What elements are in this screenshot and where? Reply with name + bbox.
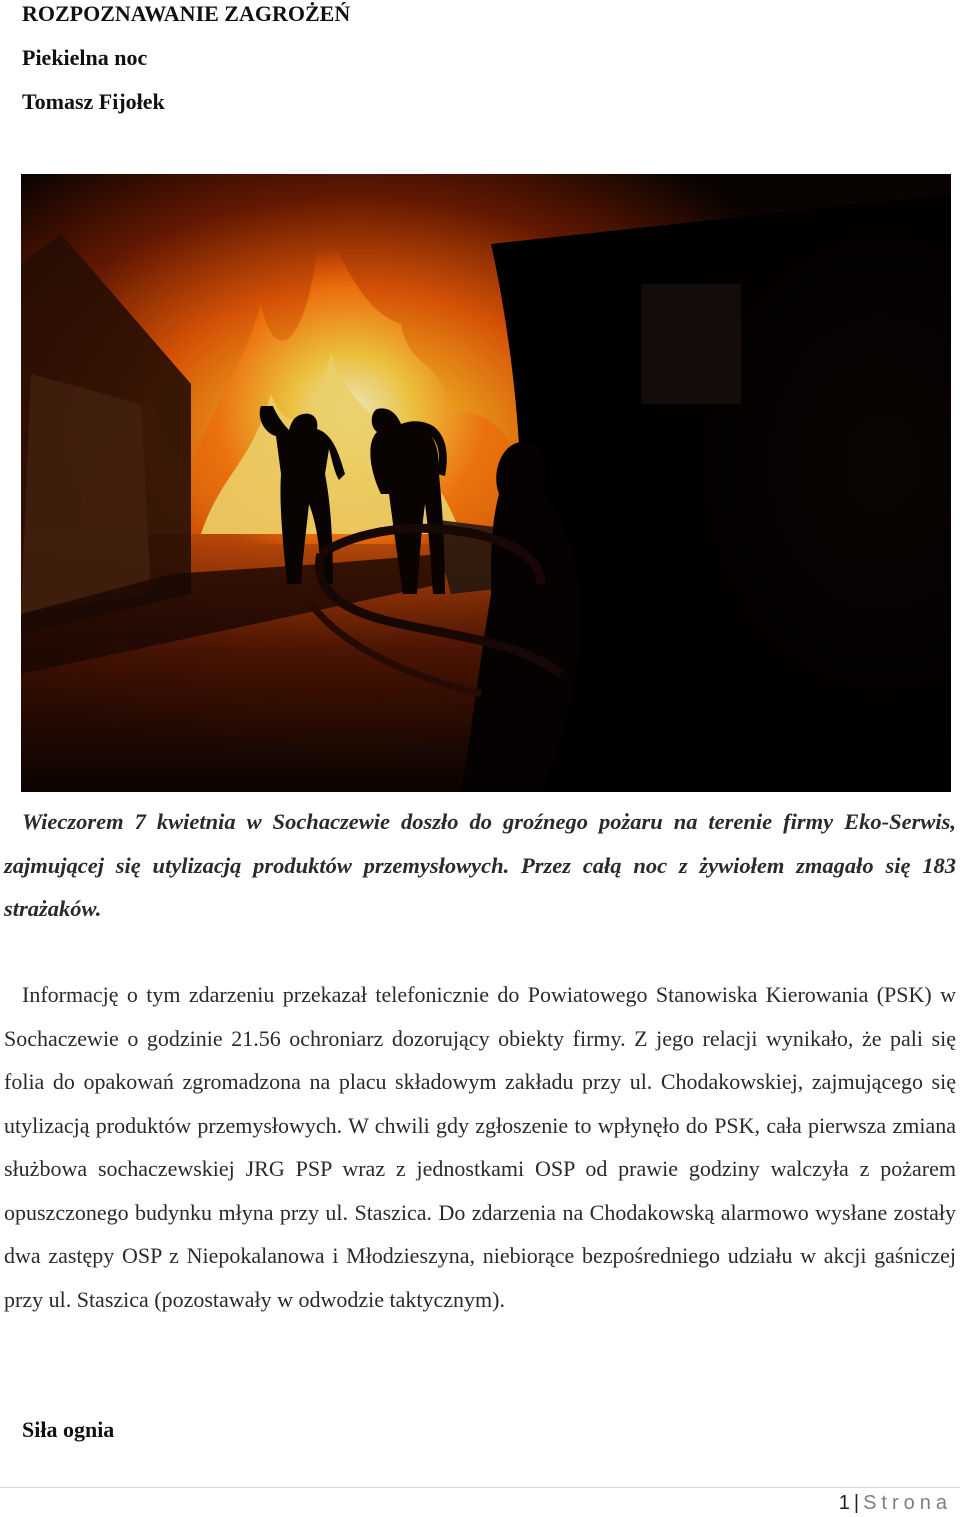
fire-photo [21, 174, 951, 792]
article-title: Piekielna noc [22, 45, 148, 70]
section-title: ROZPOZNAWANIE ZAGROŻEŃ [22, 1, 351, 26]
page-number: 1 [838, 1492, 850, 1514]
page-footer [839, 1490, 952, 1516]
page-word: Strona [863, 1492, 952, 1514]
article-body-paragraph: Informację o tym zdarzeniu przekazał telefonicznie do Powiatowego Stanowiska Kierowania (PSK) w Sochaczewie o godzinie 21.56 ochroniarz dozorujący obiekty firmy. Z jego relacji wynikało, że pali się folia do opakowań zgromadzona na placu składowym zakładu przy ul. Chodakowskiej, zajmującego się utylizacją produktów przemysłowych. W chwili gdy zgłoszenie to wpłynęło do PSK, cała pierwsza zmiana służbowa sochaczewskiej JRG PSP wraz z jednostkami OSP od prawie godziny walczyła z pożarem opuszczonego budynku młyna przy ul. Staszica. Do zdarzenia na Chodakowską alarmowo wysłane zostały dwa zastępy OSP z Niepokalanowa i Młodzieszyna, niebiorące bezpośredniego udziału w akcji gaśniczej przy ul. Staszica (pozostawały w odwodzie taktycznym). [4, 982, 956, 1312]
footer-separator: | [853, 1492, 860, 1514]
section-subheading: Siła ognia [22, 1417, 115, 1442]
footer-divider [0, 1487, 960, 1488]
article-lead: Wieczorem 7 kwietnia w Sochaczewie doszło do groźnego pożaru na terenie firmy Eko-Serwis, zajmującej się utylizacją produktów przemysłowych. Przez całą noc z żywiołem zmagało się 183 strażaków. [4, 809, 956, 921]
article-author: Tomasz Fijołek [22, 89, 165, 114]
